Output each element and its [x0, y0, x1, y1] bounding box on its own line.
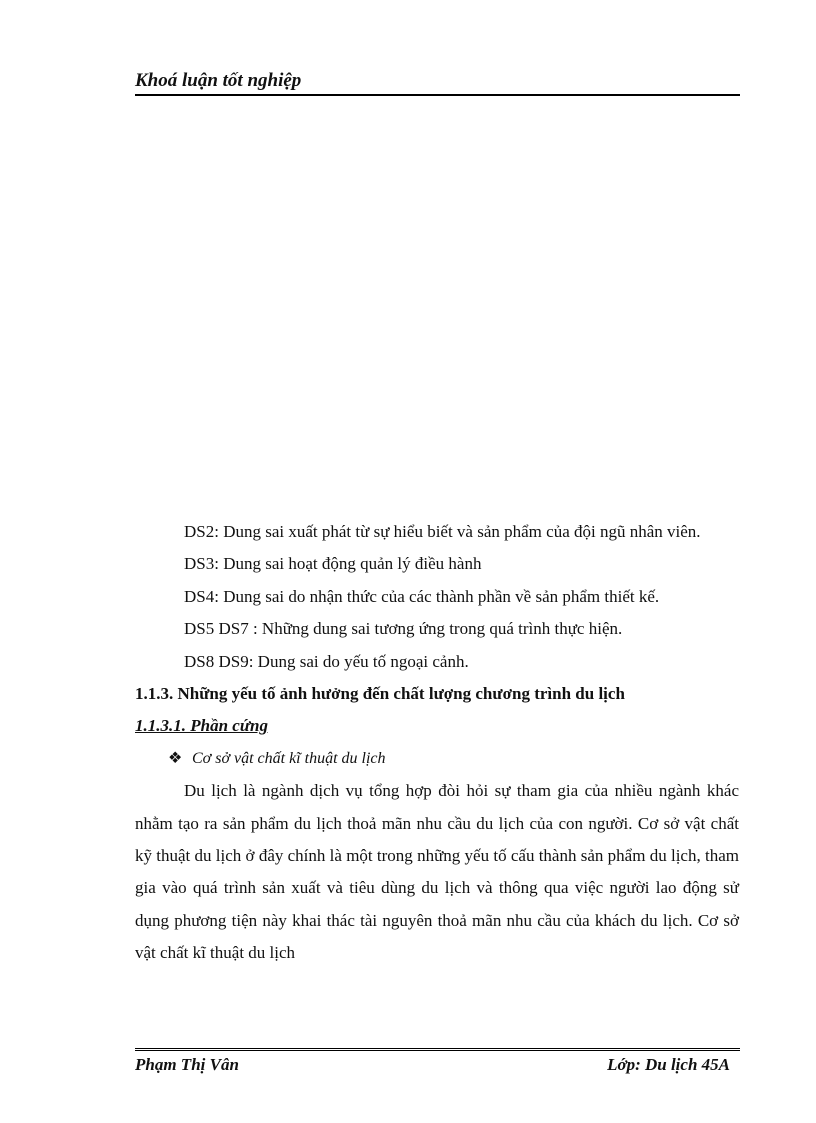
header-title: Khoá luận tốt nghiệp	[135, 70, 302, 91]
document-body	[135, 516, 739, 970]
body-paragraph: Du lịch là ngành dịch vụ tổng hợp đòi hỏi sự tham gia của nhiều ngành khác nhằm tạo ra sản phẩm du lịch thoả mãn nhu cầu du lịch của con người. Cơ sở vật chất kỹ thuật du lịch ở đây chính là một trong những yếu tố cấu thành sản phẩm du lịch, tham gia vào quá trình sản xuất và tiêu dùng du lịch và thông qua việc người lao động sử dụng phương tiện này khai thác tài nguyên thoả mãn nhu cầu của khách du lịch. Cơ sở vật chất kĩ thuật du lịch	[135, 781, 739, 963]
subsection-heading: 1.1.3.1. Phần cứng	[135, 716, 268, 736]
diamond-bullet-icon: ❖	[168, 749, 183, 767]
paragraph-ds4: DS4: Dung sai do nhận thức của các thành phần về sản phẩm thiết kế.	[184, 586, 660, 606]
section-heading: 1.1.3. Những yếu tố ảnh hưởng đến chất lượng chương trình du lịch	[135, 684, 625, 704]
page-header	[135, 70, 740, 96]
footer-class: Lớp: Du lịch 45A	[607, 1055, 730, 1074]
page-footer	[135, 1048, 740, 1075]
paragraph-ds5-ds7: DS5 DS7 : Những dung sai tương ứng trong quá trình thực hiện.	[184, 619, 623, 639]
paragraph-ds2: DS2: Dung sai xuất phát từ sự hiểu biết và sản phẩm của đội ngũ nhân viên.	[184, 522, 701, 541]
footer-author: Phạm Thị Vân	[135, 1055, 239, 1074]
bullet-item	[135, 743, 739, 775]
paragraph-ds8-ds9: DS8 DS9: Dung sai do yếu tố ngoại cảnh.	[184, 651, 469, 671]
paragraph-ds3: DS3: Dung sai hoạt động quản lý điều hành	[184, 554, 482, 574]
bullet-text: Cơ sở vật chất kĩ thuật du lịch	[192, 749, 386, 767]
